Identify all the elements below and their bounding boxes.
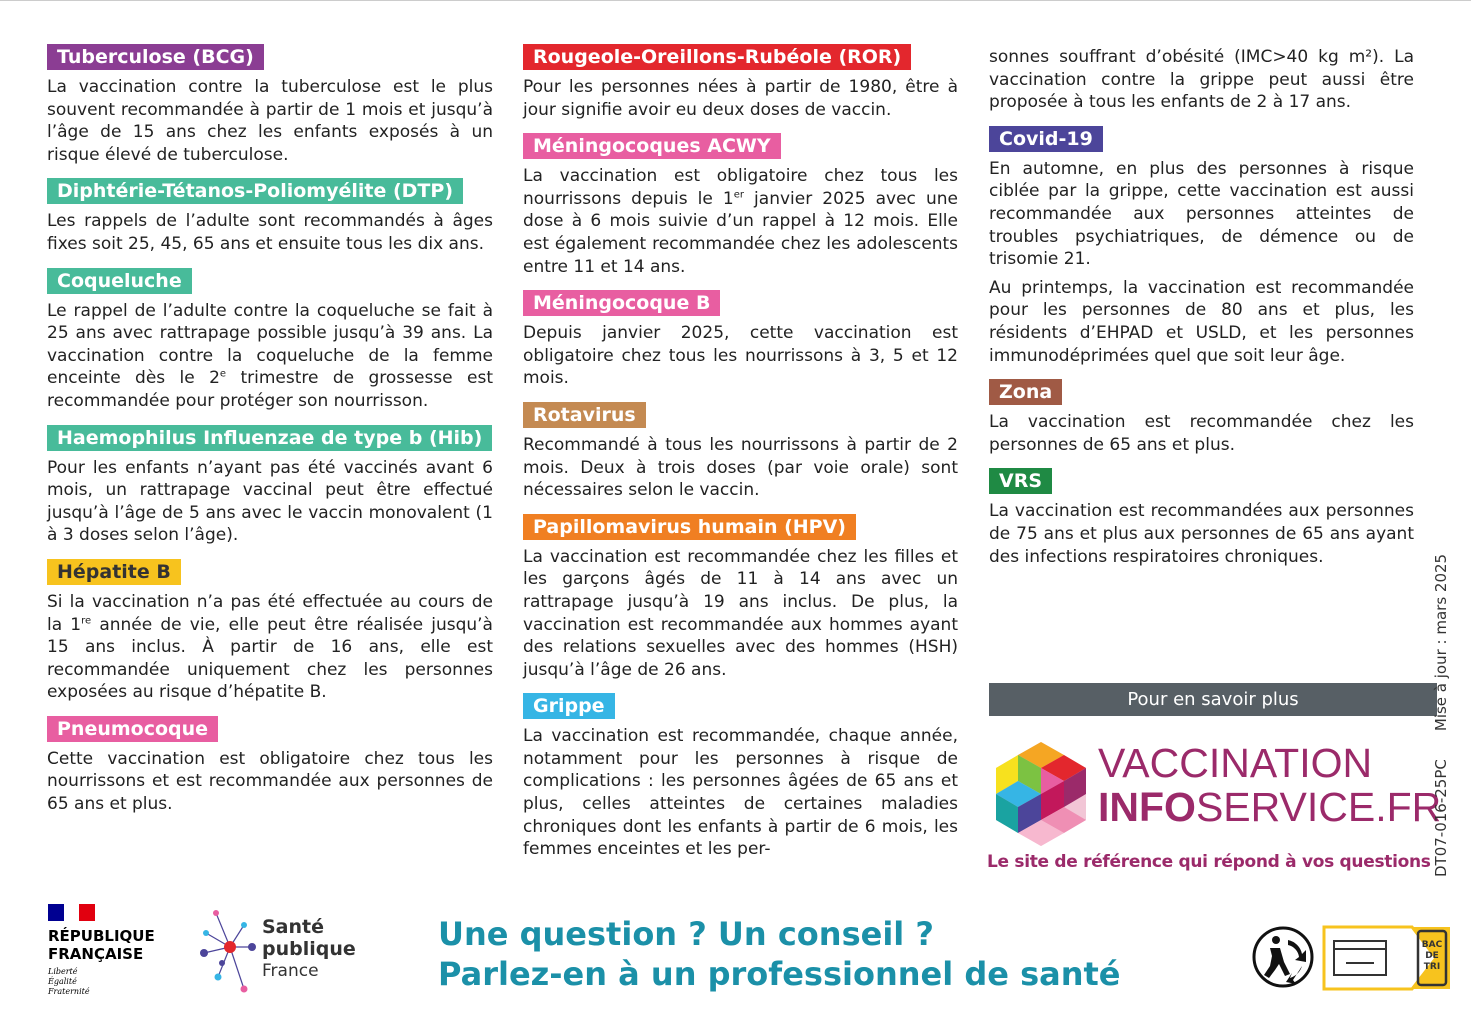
section-dtp — [47, 178, 493, 255]
label-covid: Covid-19 — [989, 126, 1103, 152]
column-right — [989, 46, 1414, 580]
section-meningo-b — [523, 290, 958, 390]
section-hpv — [523, 514, 958, 682]
marianne-flag-icon — [48, 904, 95, 921]
text-dtp: Les rappels de l’adulte sont recommandés à âges fixes soit 25, 45, 65 ans et ensuite tous les dix ans. — [47, 211, 493, 254]
more-info-bar[interactable]: Pour en savoir plus — [989, 683, 1437, 716]
label-meningo-acwy: Méningocoques ACWY — [523, 133, 781, 159]
label-rotavirus: Rotavirus — [523, 402, 646, 428]
text-covid-spring: Au printemps, la vaccination est recommandée pour les personnes de 80 ans et plus, les résidents d’EHPAD et USLD, et les personnes immunodéprimées quel que soit leur âge. — [989, 277, 1414, 366]
top-border — [0, 0, 1471, 1]
label-ror: Rougeole-Oreillons-Rubéole (ROR) — [523, 44, 911, 70]
column-middle — [523, 44, 958, 873]
section-tuberculose — [47, 44, 493, 166]
section-meningo-acwy — [523, 133, 958, 278]
label-hib: Haemophilus Influenzae de type b (Hib) — [47, 425, 492, 451]
text-hpv: La vaccination est recommandée chez les filles et les garçons âgés de 11 à 14 ans avec un rattrapage jusqu’à 19 ans inclus. De plus, la vaccination est recommandée aux hommes ayant des relations sexuelles avec des hommes (HSH) jusqu’à l’âge de 26 ans. — [523, 546, 958, 680]
bac-de-tri-icon — [1320, 925, 1454, 991]
label-grippe: Grippe — [523, 693, 615, 719]
label-meningo-b: Méningocoque B — [523, 290, 720, 316]
sante-publique-france-text: Santé publique France — [262, 916, 356, 981]
text-ror: Pour les personnes nées à partir de 1980, être à jour signifie avoir eu deux doses de vaccin. — [523, 77, 958, 120]
section-coqueluche — [47, 268, 493, 413]
brand-info-service: INFOSERVICE.FR — [1098, 784, 1442, 830]
section-hib — [47, 425, 493, 547]
label-dtp: Diphtérie-Tétanos-Poliomyélite (DTP) — [47, 178, 463, 204]
vaccination-info-service-logo-icon — [986, 740, 1096, 848]
text-rotavirus: Recommandé à tous les nourrissons à partir de 2 mois. Deux à trois doses (par voie orale) sont nécessaires selon le vaccin. — [523, 434, 958, 501]
text-covid-autumn: En automne, en plus des personnes à risque ciblée par la grippe, cette vaccination est aussi recommandée aux personnes atteintes de troubles psychiatriques, de démence ou de trisomie 21. — [989, 158, 1414, 270]
svg-text:TRI: TRI — [1423, 962, 1441, 972]
triman-recycle-icon — [1252, 926, 1314, 988]
document-code: DT07-016-25PC — [1432, 759, 1450, 877]
text-zona: La vaccination est recommandée chez les personnes de 65 ans et plus. — [989, 412, 1414, 455]
label-coqueluche: Coqueluche — [47, 268, 192, 294]
text-meningo-b: Depuis janvier 2025, cette vaccination est obligatoire chez tous les nourrissons à 3, 5 et 12 mois. — [523, 323, 958, 389]
label-vrs: VRS — [989, 468, 1052, 494]
brand-vaccination: VACCINATION — [1098, 740, 1373, 786]
label-hepatite: Hépatite B — [47, 559, 181, 585]
section-covid — [989, 126, 1414, 367]
label-tuberculose: Tuberculose (BCG) — [47, 44, 264, 70]
section-vrs — [989, 468, 1414, 568]
section-ror — [523, 44, 958, 121]
text-grippe-continued: sonnes souffrant d’obésité (IMC>40 kg m²). La vaccination contre la grippe peut aussi être proposée à tous les enfants de 2 à 17 ans. — [989, 47, 1414, 113]
side-reference — [1432, 554, 1450, 877]
sante-publique-france-logo-icon — [200, 907, 260, 993]
label-pneumocoque: Pneumocoque — [47, 716, 218, 742]
svg-text:DE: DE — [1425, 951, 1439, 961]
section-grippe — [523, 693, 958, 861]
brand-tagline: Le site de référence qui répond à vos questions — [987, 852, 1431, 872]
section-hepatite — [47, 559, 493, 704]
question-slogan: Une question ? Un conseil ? Parlez-en à un professionnel de santé — [438, 915, 1121, 993]
section-pneumocoque — [47, 716, 493, 816]
text-hepatite: Si la vaccination n’a pas été effectuée au cours de la 1re année de vie, elle peut être réalisée jusqu’à 15 ans inclus. À partir de 16 ans, elle est recommandée uniquement chez les personnes exposées au risque d’hépatite B. — [47, 591, 493, 703]
text-tuberculose: La vaccination contre la tuberculose est le plus souvent recommandée à partir de 1 mois et jusqu’à l’âge de 15 ans chez les enfants exposés à un risque élevé de tuberculose. — [47, 77, 493, 165]
text-hib: Pour les enfants n’ayant pas été vaccinés avant 6 mois, un rattrapage vaccinal peut être effectué jusqu’à l’âge de 5 ans avec le vaccin monovalent (1 à 3 doses selon l’âge). — [47, 457, 493, 546]
section-rotavirus — [523, 402, 958, 502]
republique-francaise-logo: RÉPUBLIQUE FRANÇAISE Liberté Égalité Fraternité — [48, 904, 168, 997]
label-hpv: Papillomavirus humain (HPV) — [523, 514, 856, 540]
svg-text:BAC: BAC — [1421, 940, 1443, 950]
section-zona — [989, 379, 1414, 456]
text-grippe: La vaccination est recommandée, chaque année, notamment pour les personnes à risque de complications : les personnes âgées de 65 ans et plus, celles atteintes de certaines maladies chroniques dont les enfants à partir de 6 mois, les femmes enceintes et les per- — [523, 726, 958, 860]
text-vrs: La vaccination est recommandées aux personnes de 75 ans et plus aux personnes de 65 ans ayant des infections respiratoires chroniques. — [989, 501, 1414, 567]
label-zona: Zona — [989, 379, 1062, 405]
text-pneumocoque: Cette vaccination est obligatoire chez tous les nourrissons et est recommandée aux personnes de 65 ans et plus. — [47, 748, 493, 815]
column-left — [47, 44, 493, 828]
text-meningo-acwy: La vaccination est obligatoire chez tous les nourrissons depuis le 1er janvier 2025 avec une dose à 6 mois suivie d’un rappel à 12 mois. Elle est également recommandée chez les adolescents entre 11 et 14 ans. — [523, 166, 958, 277]
section-grippe-continued — [989, 46, 1414, 114]
update-date: Mise à jour : mars 2025 — [1432, 553, 1450, 732]
text-coqueluche: Le rappel de l’adulte contre la coqueluche se fait à 25 ans avec rattrapage possible jusqu’à 39 ans. La vaccination contre la coqueluche de la femme enceinte dès le 2e trimestre de grossesse est recommandée pour protéger son nourrisson. — [47, 300, 493, 411]
